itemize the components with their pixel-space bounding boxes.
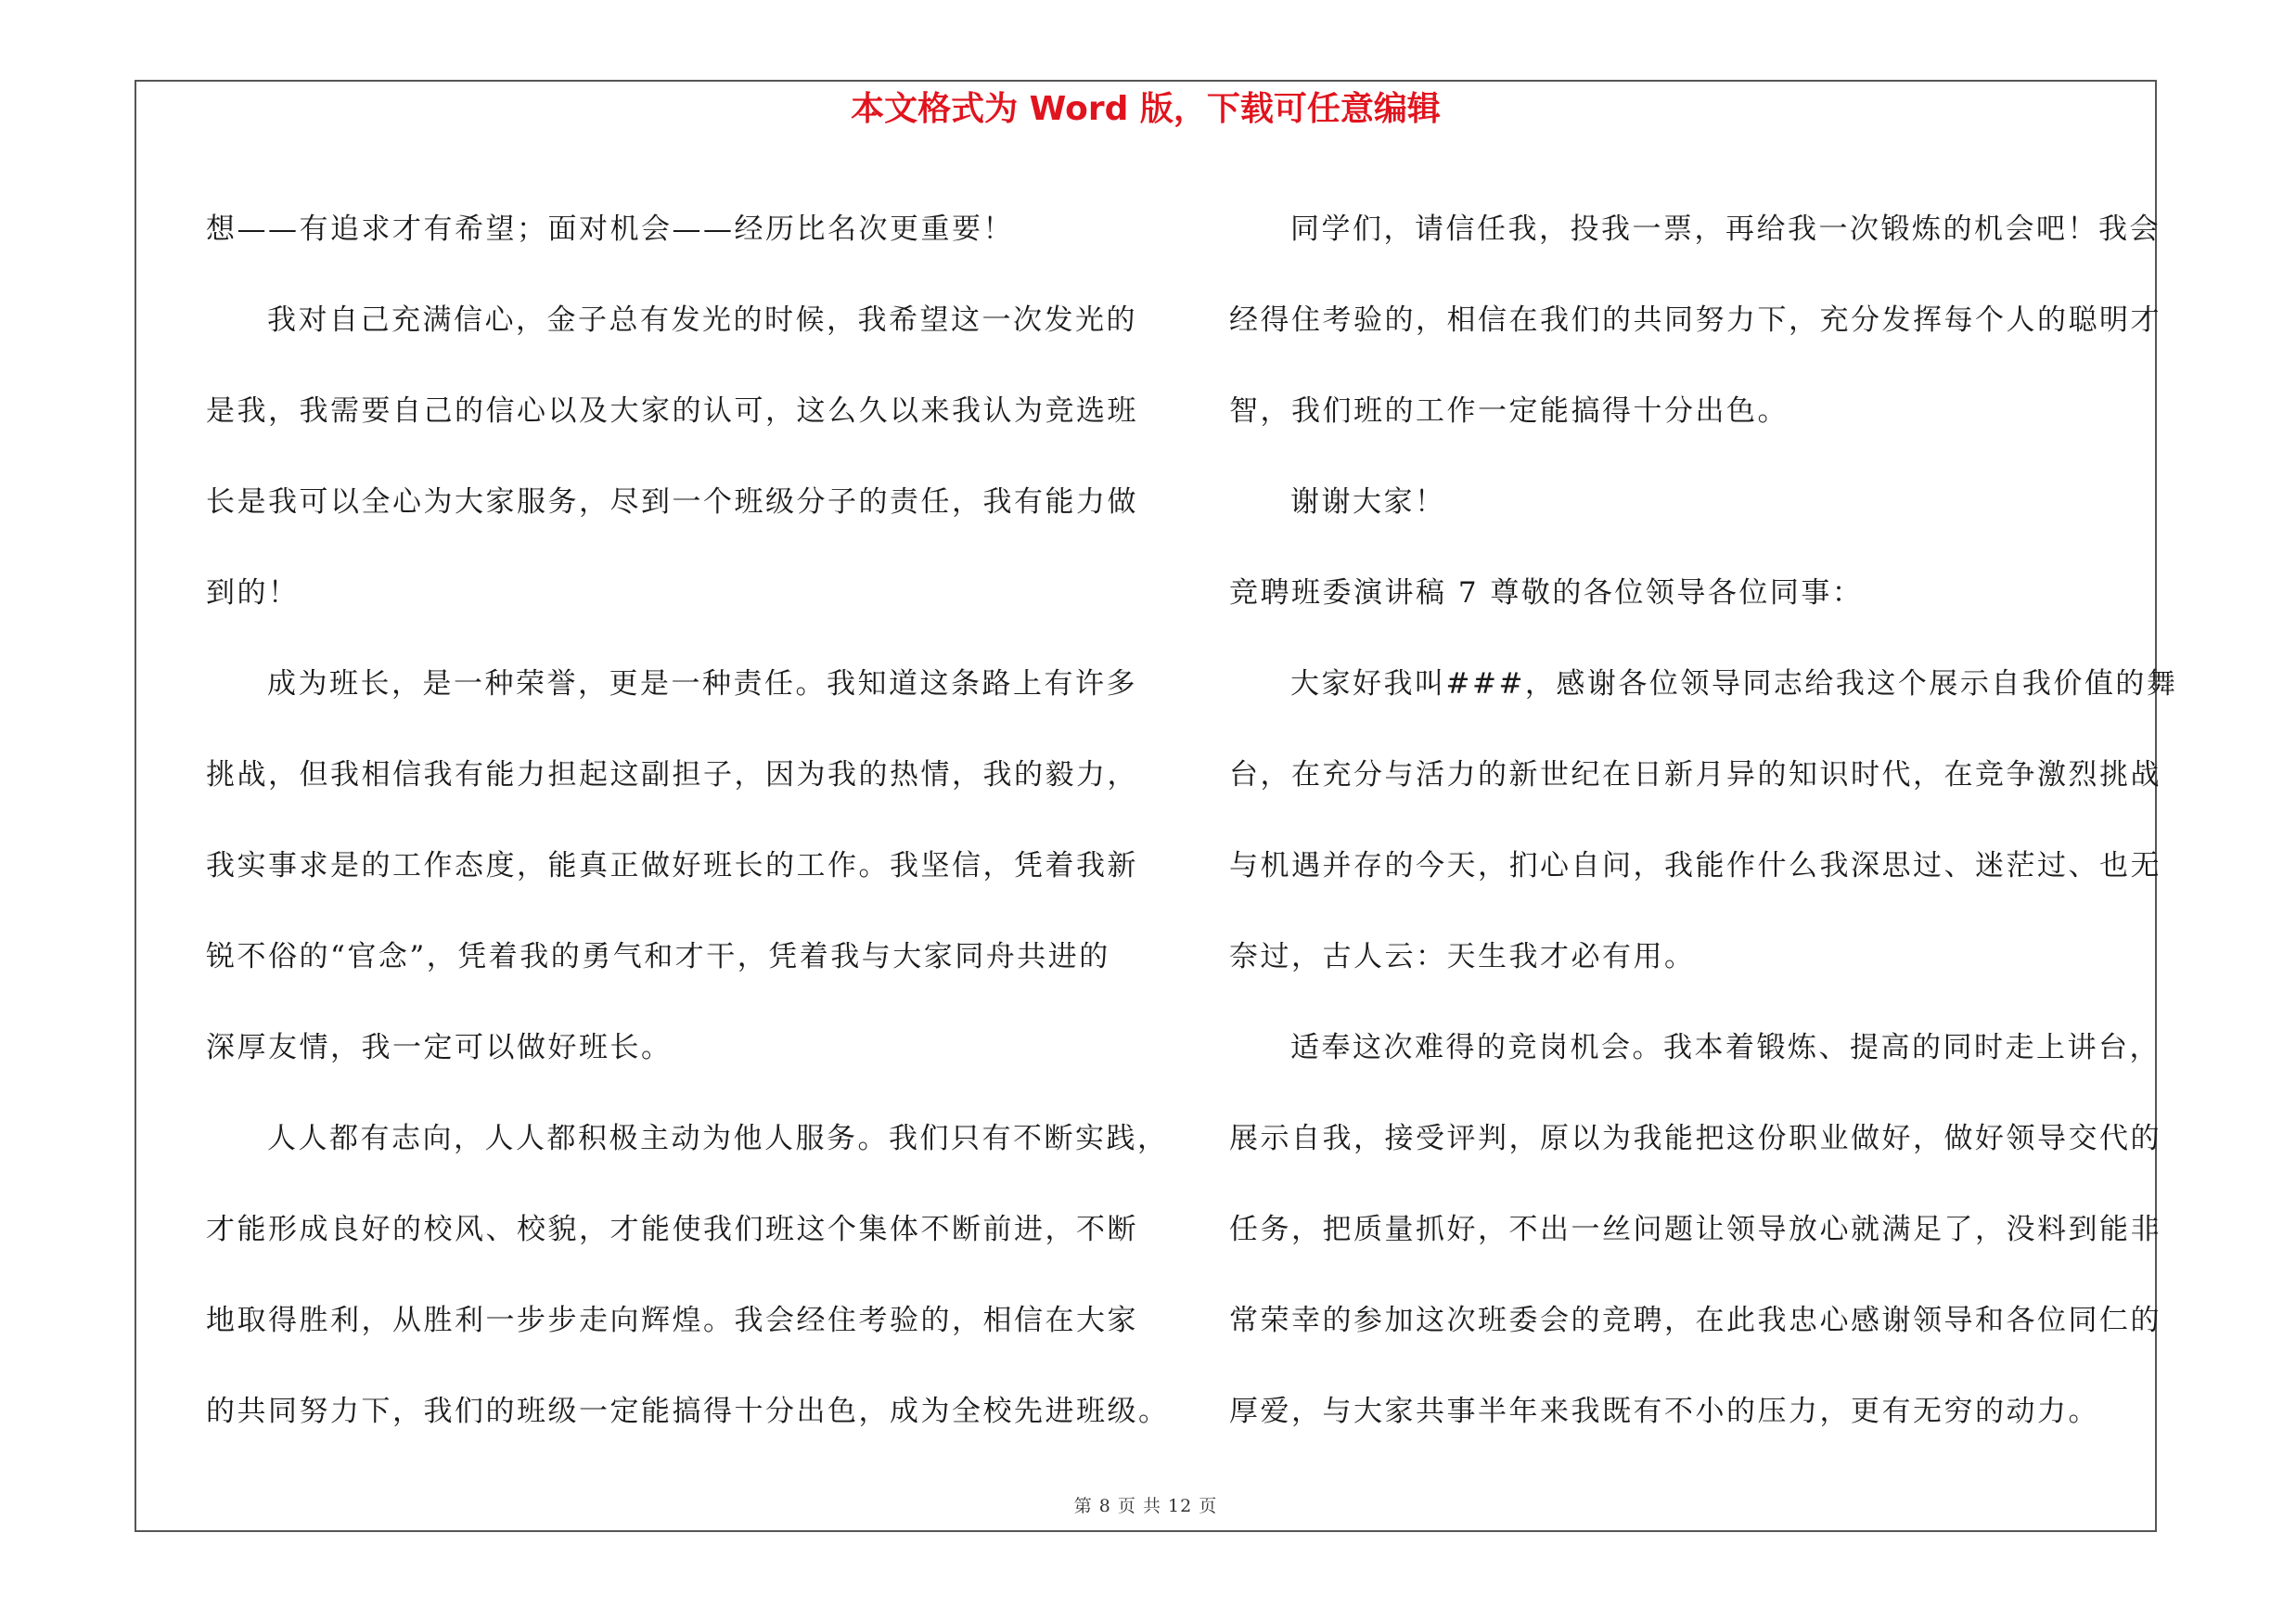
text-line: 同学们，请信任我，投我一票，再给我一次锻炼的机会吧！我会 — [1290, 213, 2161, 246]
text-line: 常荣幸的参加这次班委会的竞聘，在此我忠心感谢领导和各位同仁的 — [1229, 1304, 2161, 1337]
text-line: 成为班长，是一种荣誉，更是一种责任。我知道这条路上有许多 — [267, 667, 1137, 701]
text-line: 想——有追求才有希望；面对机会——经历比名次更重要！ — [206, 213, 1014, 246]
text-line: 大家好我叫###，感谢各位领导同志给我这个展示自我价值的舞 — [1290, 667, 2178, 701]
text-line: 挑战，但我相信我有能力担起这副担子，因为我的热情，我的毅力， — [206, 758, 1138, 792]
text-line: 台，在充分与活力的新世纪在日新月异的知识时代，在竞争激烈挑战 — [1229, 758, 2161, 792]
format-banner: 本文格式为 Word 版，下载可任意编辑 — [851, 90, 1441, 128]
text-line: 奈过，古人云：天生我才必有用。 — [1229, 940, 1696, 973]
left-text-column — [206, 184, 1170, 1457]
text-line: 长是我可以全心为大家服务，尽到一个班级分子的责任，我有能力做 — [206, 485, 1138, 519]
text-line: 适奉这次难得的竞岗机会。我本着锻炼、提高的同时走上讲台， — [1290, 1031, 2161, 1064]
text-line: 的共同努力下，我们的班级一定能搞得十分出色，成为全校先进班级。 — [206, 1395, 1170, 1428]
text-line: 到的！ — [206, 576, 300, 610]
text-line: 与机遇并存的今天，扪心自问，我能作什么我深思过、迷茫过、也无 — [1229, 849, 2161, 882]
text-line: 智，我们班的工作一定能搞得十分出色。 — [1229, 394, 1789, 428]
text-line: 是我，我需要自己的信心以及大家的认可，这么久以来我认为竞选班 — [206, 394, 1138, 428]
text-line: 经得住考验的，相信在我们的共同努力下，充分发挥每个人的聪明才 — [1229, 303, 2161, 337]
text-line: 人人都有志向，人人都积极主动为他人服务。我们只有不断实践， — [267, 1122, 1169, 1155]
page-footer: 第 8 页 共 12 页 — [1073, 1496, 1218, 1516]
text-line: 我对自己充满信心，金子总有发光的时候，我希望这一次发光的 — [267, 303, 1137, 337]
text-line: 谢谢大家！ — [1290, 485, 1446, 519]
text-line: 地取得胜利，从胜利一步步走向辉煌。我会经住考验的，相信在大家 — [206, 1304, 1138, 1337]
text-line: 才能形成良好的校风、校貌，才能使我们班这个集体不断前进，不断 — [206, 1213, 1138, 1246]
text-line: 我实事求是的工作态度，能真正做好班长的工作。我坚信，凭着我新 — [206, 849, 1138, 882]
text-line: 竞聘班委演讲稿 7 尊敬的各位领导各位同事： — [1229, 576, 1864, 610]
text-line: 深厚友情，我一定可以做好班长。 — [206, 1031, 673, 1064]
text-line: 任务，把质量抓好，不出一丝问题让领导放心就满足了，没料到能非 — [1229, 1213, 2161, 1246]
text-line: 展示自我，接受评判，原以为我能把这份职业做好，做好领导交代的 — [1229, 1122, 2161, 1155]
text-line: 锐不俗的“官念”，凭着我的勇气和才干，凭着我与大家同舟共进的 — [206, 940, 1110, 973]
text-line: 厚爱，与大家共事半年来我既有不小的压力，更有无穷的动力。 — [1229, 1395, 2099, 1428]
right-text-column — [1229, 184, 2178, 1457]
